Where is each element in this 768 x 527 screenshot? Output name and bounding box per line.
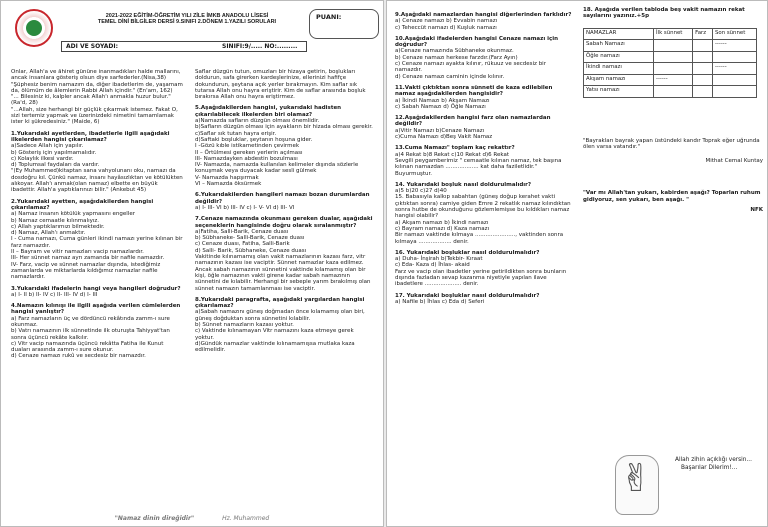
paragraph-text: Vakitinde kılınamamış olan vakit namazlarının kazası farz, vitr namazının kazası ise vaciptir. Sünnet namazlar kaza edilmez. Ancak sabah namazının sünnetini vaktinde kılamamış olan bir kişi, öğle namazının vakti girene kadar sabah namazının sünnetini de kılabilir. Herhangi bir sebeple yarım bırakılmış olan sünnet namazın tamamlanması ise vaciptir. [195, 254, 371, 292]
paragraph-text: II – Bayram ve vitir namazları vacip namazlardır. [11, 249, 144, 256]
answer-cell[interactable] [693, 74, 713, 86]
paragraph-text: d) Namaz, Allah'ı anmaktır. [11, 230, 86, 237]
table-header-cell: Farz [693, 28, 713, 40]
answer-cell[interactable] [712, 74, 756, 86]
quote-1: "Bayrakları bayrak yapan üstündeki kandır Toprak eğer uğrunda ölen varsa vatandır." [583, 137, 760, 150]
table-row [584, 40, 757, 52]
paragraph-text: b) Sübhaneke- Salli-Barik, Cenaze duası [195, 235, 305, 242]
paragraph-text: "Şüphesiz benim namazım da, diğer ibadetlerim de, yaşamam da, ölümüm de âlemlerin Rabbi Allah içindir." (En'am, 162) [11, 81, 183, 94]
paragraph-text: c) Cenaze duası, Fatiha, Salli-Barik [195, 241, 290, 248]
table-row [584, 74, 757, 86]
paragraph-text: Sevgili peygamberimiz " cemaatle kılınan namaz, tek başına kılınan namazdan ................... kat daha faziletlidir." Buyurmuştur. [395, 157, 562, 177]
paragraph-text: a)Sadece Allah için yapılır. [11, 143, 84, 150]
question-text: 4.Namazın kılınışı ile ilgili aşağıda verilen cümlelerden hangisi yanlıştır? [11, 303, 181, 316]
paragraph-text: Saflar düzgün tutun, omuzları bir hizaya getirin, boşlukları doldurun, safa girerken kardeşlerinize, ellerinizi hafifçe dokundurun, şeytana açık yerler bırakmayın. Kim saflar sık tutarsa Allah onu hayra eriştirir. Kim de saflar arasında boşluk bırakırsa Allah onu hayra eriştirmez. [195, 69, 366, 101]
paragraph-text: a) Namaz insanın kötülük yapmasını engeller [11, 211, 135, 218]
answer-cell[interactable] [654, 63, 693, 75]
paragraph-text: c)Saflar sık tutan hayra erişir. [195, 130, 277, 137]
column-questions [395, 7, 573, 522]
paragraph-text: c) Bayram namazı d) Kaza namazı [395, 225, 490, 232]
paragraph-text: a) Duha- İnşirah b)Tekbir- Kıraat [395, 256, 483, 263]
paragraph-text: c) Allah yaptıklarımızı bilmektedir. [11, 223, 105, 230]
paragraph-text: a)Sabah namazını güneş doğmadan önce kılamamış olan biri, güneş doğduktan sonra sünnetini kılabilir. [195, 309, 365, 322]
answer-cell[interactable] [693, 40, 713, 52]
student-info-bar [61, 41, 307, 52]
question-text: 17. Yukarıdaki boşluklar nasıl doldurulmalıdır? [395, 292, 540, 299]
question-text: 8.Yukarıdaki paragrafta, aşağıdaki yargılardan hangisi çıkarılamaz? [195, 296, 365, 310]
paragraph-text: a) I- III- VI b) III- IV c) I- V- VI d) III- VI [195, 204, 295, 211]
answer-cell[interactable]: ------ [712, 63, 756, 75]
paragraph-text: c) Teheccüt namazı d) Kuşluk namazı [395, 24, 497, 31]
table-row [584, 86, 757, 98]
table-row [584, 51, 757, 63]
peace-hand-icon [615, 455, 659, 515]
exam-header [5, 5, 379, 55]
paragraph-text: c) Sabah Namazı d) Öğle Namazı [395, 103, 486, 110]
paragraph-text: V- Namazda hapşırmak [195, 174, 259, 181]
paragraph-text: b)Safların düzgün olması için ayakların bir hizada olması gerekir. [195, 124, 373, 131]
paragraph-text: "(Ey Muhammed)kitaptan sana vahyolunanı oku, namazı da dosdoğru kıl. Çünkü namaz, insanı hayâsızlıktan ve kötülükten alıkoyar. Allah'ı anmak(olan namaz) elbette en büyük ibadettir. Allah'a yaptıklarınızı bilir." (Ankebut 45) [11, 168, 183, 194]
name-label: ADI VE SOYADI: [66, 43, 119, 50]
paragraph-text: a)Cenaze namazında Sübhaneke okunmaz. [395, 48, 514, 55]
answer-cell[interactable] [654, 40, 693, 52]
paragraph-text: IV- Namazda, namazda kullanılan kelimeler dışında sözlerle konuşmak veya duyacak kadar sesli gülmek [195, 162, 359, 175]
page-footer [1, 516, 383, 522]
paragraph-text: VI – Namazda öksürmek [195, 181, 262, 188]
paragraph-text: c) Vaktinde kılınamayan Vitr namazını kaza etmeye gerek yoktur. [195, 328, 354, 341]
paragraph-text: d)Gündük namazlar vaktinde kılınamamışsa mutlaka kaza edilmelidir. [195, 340, 355, 354]
table-row-label: İkindi namazı [584, 63, 654, 75]
paragraph-text: c) Cenaze namazı ayakta kılınır, rükuuz ve secdesiz bir namazdır. [395, 61, 546, 74]
paragraph-text: 15. Babasıyla kalkıp sabahtan (güneş doğup kerahet vakti çıktıktan sonra) camiye giden Emre 2 rekatlık namaz kılındıktan sonra hutbe de okunduğunu gözlemlemişse bu kıldıkları namaz hangisi olabilir? [395, 194, 571, 220]
answer-cell[interactable]: ------ [712, 40, 756, 52]
answer-cell[interactable] [693, 63, 713, 75]
table-header-cell: NAMAZLAR [584, 28, 654, 40]
answer-cell[interactable] [693, 51, 713, 63]
paragraph-text: a)5 b)20 c)27 d)40 [395, 188, 447, 195]
paragraph-text: I -Gözü kıble istikametinden çevirmek [195, 143, 300, 150]
q18-title: 18. Aşağıda verilen tabloda beş vakit namazın rekat sayılarını yazınız.+5p [583, 7, 745, 20]
paragraph-text: d) Salli- Barik, Sübhaneke, Cenaze duası [195, 247, 307, 254]
paragraph-text: a) Nafile b) İhlas c) Eda d) Seferi [395, 298, 485, 305]
answer-cell[interactable] [712, 51, 756, 63]
table-row-label: Sabah Namazı [584, 40, 654, 52]
paragraph-text: c) Kolaylık ilkesi vardır. [11, 155, 74, 162]
paragraph-text: a)Vitir Namazı b)Cenaze Namazı [395, 127, 485, 134]
answer-cell[interactable] [693, 86, 713, 98]
column-left [11, 69, 183, 509]
column-right [195, 69, 373, 509]
footer-author: Hz. Muhammed [222, 514, 270, 522]
question-text: 2.Yukarıdaki ayetten, aşağıdakilerden hangisi çıkarılamaz? [11, 198, 154, 211]
paragraph-text: "...Allah, size herhangi bir güçlük çıkarmak istemez. Fakat O, sizi tertemiz yapmak ve üzerinizdeki nimetini tamamlamak ister ki şükredesiniz." (Maide, 6) [11, 106, 178, 126]
question-text: 12.Aşağıdakilerden hangisi farz olan namazlardan değildir? [395, 115, 551, 128]
question-text: 10.Aşağıdaki ifadelerden hangisi Cenaze namazı için doğrudur? [395, 35, 559, 49]
question-text: 13.Cuma Namazı" toplam kaç rekattır? [395, 145, 515, 152]
quote-1-author: Mithat Cemal Kuntay [705, 158, 763, 165]
logo-emblem-icon [26, 20, 42, 36]
title-line-1: 2021-2022 EĞİTİM-ÖĞRETİM YILI ZİLE İMKB ANADOLU LİSESİ [105, 13, 269, 19]
answer-cell[interactable] [654, 86, 693, 98]
question-text: 9.Aşağıdaki namazlardan hangisi diğerlerinden farklıdır? [395, 12, 572, 18]
paragraph-text: Bir namazı vaktinde kılmaya ......................., vaktinden sonra kılmaya ................... denir. [395, 232, 564, 245]
paragraph-text: II – Örtülmesi gereken yerlerin açılması [195, 149, 303, 156]
paragraph-text: Onlar, Allah'a ve âhiret gününe inanmadıkları halde mallarını, ancak insanlara gösteriş olsun diye sarfederler.(Nisa,38) [11, 69, 181, 82]
table-row-label: Öğle namazı [584, 51, 654, 63]
paragraph-text: I - Cuma namazı, Cuma günleri ikindi namazı yerine kılınan bir farz namazdır. [11, 236, 183, 249]
paragraph-text: c) Eda- Kaza d) İhlas- akaid [395, 262, 470, 269]
paragraph-text: Farz ve vacip olan ibadetler yerine getirildikten sonra bunların dışında fazladan sevap kazanma niyetiyle yapılan ilave ibadetlere ..................... denir. [395, 268, 567, 288]
title-line-2: TEMEL DİNİ BİLGİLER DERSİ 9.SINIFI 2.DÖNEM 1.YAZILI SORULARI [97, 19, 277, 26]
table-header-cell: Son sünnet [712, 28, 756, 40]
paragraph-text: a) Farz namazların üç ve dördüncü rekâtında zamm-ı sure okunmaz. [11, 315, 170, 328]
question-text: 3.Yukarıdaki ifadelerin hangi veya hangileri doğrudur? [11, 285, 181, 292]
column-side [583, 7, 763, 522]
answer-cell[interactable]: ------ [654, 74, 693, 86]
paragraph-text: b) Gösteriş için yapılmamalıdır. [11, 149, 97, 156]
paragraph-text: d)Saftaki boşluklar, şeytanın hoşuna gider. [195, 136, 313, 143]
table-header-cell: İlk sünnet [654, 28, 693, 40]
question-text: 1.Yukarıdaki ayetlerden, ibadetlerle ilgili aşağıdaki ilkelerden hangisi çıkarılamaz? [11, 130, 170, 143]
paragraph-text: d) Cenaze namazı caminin içinde kılınır. [395, 73, 505, 80]
paragraph-text: III- Her sünnet namaz ayrı zamanda bir nafile namazdır. [11, 255, 165, 262]
paragraph-text: a) Akşam namazı b) İkindi namazı [395, 219, 489, 226]
question-text: 6.Yukarıdakilerden hangileri namazı bozan durumlardan değildir? [195, 192, 370, 205]
quote-2: "Var mı Allah'tan yukarı, kabirden aşağı? Toparlan ruhum gidiyoruz, sen yukarı, ben aşağı. " [583, 190, 761, 203]
paragraph-text: d) Toplumsal faydaları da vardır. [11, 162, 100, 169]
paragraph-text: a) I- II b) II- IV c) II- III- IV d) I- III [11, 291, 98, 298]
paragraph-text: d) Cenaze namazı rukû ve secdesiz bir namazdır. [11, 353, 146, 360]
question-text: 7.Cenaze namazında okunması gereken dualar, aşağıdaki seçeneklerin hangisinde doğru olarak sıralanmıştır? [195, 216, 373, 229]
exam-title [67, 13, 307, 26]
answer-cell[interactable] [654, 51, 693, 63]
paragraph-text: c) Vitr vacip namazında üçüncü rekâtta Fatiha ile Kunut duaları arasında zamm-ı sure okunur. [11, 340, 164, 354]
table-row-label: Yatsı namazı [584, 86, 654, 98]
paragraph-text: III- Namazdayken abdestin bozulması [195, 155, 298, 162]
prayer-rakat-table [583, 28, 757, 98]
quote-2-author: NFK [750, 207, 763, 214]
paragraph-text: "... Bilesiniz ki, kalpler ancak Allah'ı anmakla huzur bulur."(Ra'd, 28) [11, 94, 171, 107]
answer-cell[interactable] [712, 86, 756, 98]
paragraph-text: a)Fatiha, Salli-Barik, Cenaze duası [195, 228, 289, 235]
exam-page-2 [386, 0, 768, 527]
question-text: 14. Yukarıdaki boşluk nasıl doldurulmalıdır? [395, 181, 532, 188]
score-box: PUANI: [309, 9, 379, 39]
question-text: 16. Yukarıdaki boşluklar nasıl doldurulmalıdır? [395, 249, 540, 256]
table-row-label: Akşam namazı [584, 74, 654, 86]
paragraph-text: a)4 Rekat b)8 Rekat c)10 Rekat d)6 Rekat [395, 151, 509, 158]
table-row [584, 63, 757, 75]
closing-line-1: Allah zihin açıklığı versin... [675, 457, 752, 463]
footer-quote: "Namaz dinin direğidir" [114, 514, 195, 522]
paragraph-text: a) Cenaze namazı b) Evvabin namazı [395, 18, 498, 25]
question-text: 11.Vakti çıktıktan sonra sünneti de kaza edilebilen namaz aşağıdakilerden hangisidir? [395, 84, 553, 98]
paragraph-text: b) Cenaze namazı herkese farzdır.(Farz Ayın) [395, 54, 518, 61]
class-label: SINIFI:9/..... NO:......... [222, 43, 298, 50]
paragraph-text: b) Vatrı namazının ilk sünnetinde ilk oturuşta Tahiyyat'tan sonra üçüncü rekâte kalkılır. [11, 328, 170, 341]
paragraph-text: c)Cuma Namazı d)Beş Vakit Namaz [395, 134, 493, 141]
paragraph-text: a) İkindi Namazı b) Akşam Namazı [395, 97, 490, 104]
closing-line-2: Başarılar Dilerim!... [681, 465, 738, 471]
paragraph-text: b) Sünnet namazların kazası yoktur. [195, 321, 294, 328]
paragraph-text: a)Namazda safların düzgün olması önemlidir. [195, 118, 320, 125]
paragraph-text: IV- Farz, vacip ve sünnet namazlar dışında, istediğimiz zamanlarda ve miktarlarda kıldığımız namazlar nafile namazlardır. [11, 261, 161, 281]
school-logo [15, 9, 53, 47]
paragraph-text: b) Namaz cemaatle kılınmalıyız. [11, 217, 100, 224]
question-text: 5.Aşağıdakilerden hangisi, yukarıdaki hadisten çıkarılabilecek ilkelerden biri olamaz? [195, 105, 342, 118]
